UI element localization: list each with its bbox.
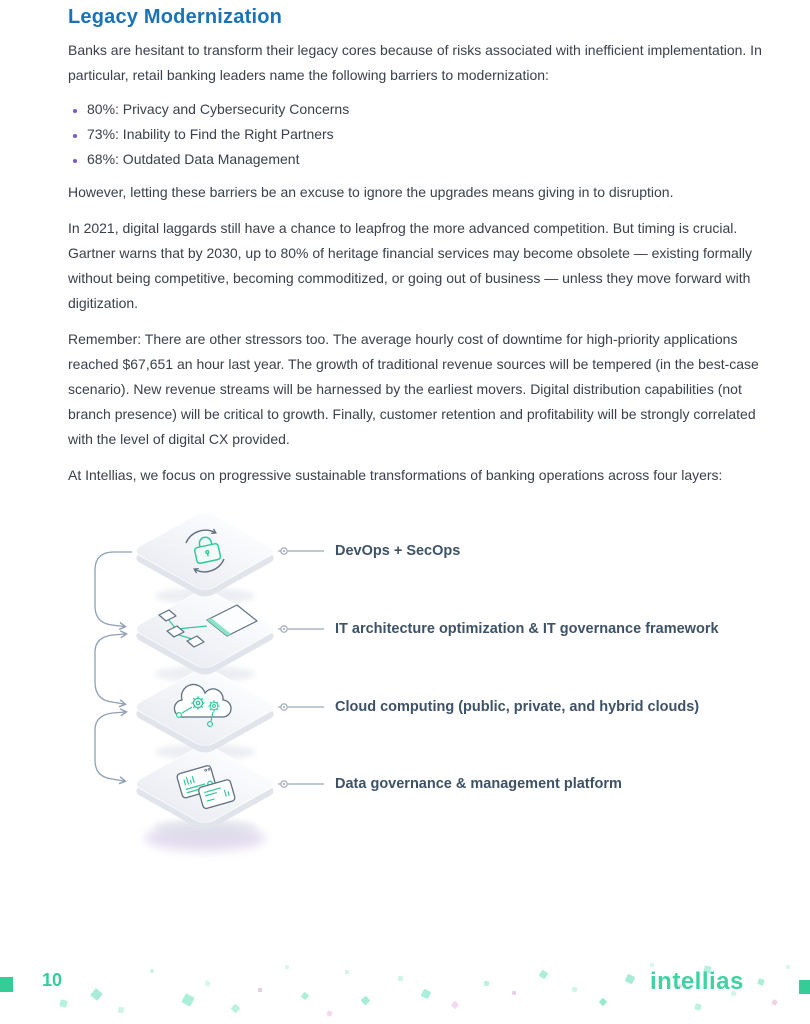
confetti-piece [512, 991, 516, 995]
confetti-piece [59, 999, 68, 1008]
layer-tile-cloud [131, 666, 278, 755]
confetti-piece [181, 993, 195, 1007]
confetti-piece [231, 1004, 241, 1014]
barrier-list [68, 99, 768, 170]
confetti-piece [258, 988, 262, 992]
confetti-piece [204, 980, 210, 986]
confetti-piece [571, 986, 577, 992]
confetti-piece [326, 1010, 333, 1017]
layer-label-architecture: IT architecture optimization & IT governance framework [335, 621, 719, 637]
layer-label-data: Data governance & management platform [335, 776, 622, 792]
layer-tile-devops [131, 510, 278, 599]
confetti-piece [361, 996, 371, 1006]
confetti-piece [786, 965, 790, 969]
confetti-piece [694, 1003, 701, 1010]
paragraph-disruption: However, letting these barriers be an excuse to ignore the upgrades means giving in to disruption. [68, 184, 674, 200]
paragraph-intellias-layers: At Intellias, we focus on progressive sustainable transformations of banking operations across four layers: [68, 467, 723, 483]
list-item-barrier-1: • 80%: Privacy and Cybersecurity Concerns [87, 99, 768, 120]
page-title: Legacy Modernization [68, 6, 283, 28]
confetti-piece [150, 969, 154, 973]
confetti-piece [90, 988, 103, 1001]
flow-arrows [95, 552, 132, 781]
confetti-piece [757, 978, 765, 986]
paragraph-gartner: In 2021, digital laggards still have a chance to leapfrog the more advanced competition. But timing is crucial. Gartner warns that by 2030, up to 80% of heritage financial services may become obsolete — existing formally without being competitive, becoming commoditized, or going out of business — unless they move forward with digitization. [68, 220, 753, 311]
confetti-piece [398, 976, 404, 982]
confetti-piece [650, 963, 654, 967]
intellias-logo: intellias [650, 968, 744, 995]
confetti-piece [451, 1001, 459, 1009]
paragraph-intro: Banks are hesitant to transform their legacy cores because of risks associated with inefficient implementation. In particular, retail banking leaders name the following barriers to modernization: [68, 42, 762, 83]
layer-tile-data [131, 743, 278, 832]
confetti-piece [625, 974, 636, 985]
list-item-barrier-2: • 73%: Inability to Find the Right Partners [87, 124, 768, 145]
paragraph-stressors: Remember: There are other stressors too. The average hourly cost of downtime for high-priority applications reached $67,651 an hour last year. The growth of traditional revenue sources will be tempered (in the best-case scenario). New revenue streams will be harnessed by the earliest movers. Digital distribution capabilities (not branch presence) will be critical to growth. Finally, customer retention and profitability will be strongly correlated with the level of digital CX provided. [68, 331, 759, 447]
label-connectors [278, 548, 324, 787]
confetti-piece [285, 965, 290, 970]
confetti-piece [421, 989, 432, 1000]
article-body [68, 6, 768, 499]
page-footer [0, 950, 810, 1024]
layer-tile-architecture [131, 588, 278, 677]
list-item-barrier-3: • 68%: Outdated Data Management [87, 149, 768, 170]
confetti-piece [118, 1007, 125, 1014]
footer-right-square [799, 980, 810, 994]
confetti-piece [301, 992, 309, 1000]
confetti-piece [345, 970, 349, 974]
layer-label-cloud: Cloud computing (public, private, and hybrid clouds) [335, 699, 700, 715]
confetti-piece [539, 970, 549, 980]
confetti-piece [484, 981, 490, 987]
confetti-piece [599, 998, 607, 1006]
page-number: 10 [42, 970, 63, 990]
footer-left-square [0, 977, 13, 992]
confetti-piece [771, 999, 778, 1006]
layer-label-devops: DevOps + SecOps [335, 543, 461, 559]
layers-diagram [80, 490, 740, 900]
